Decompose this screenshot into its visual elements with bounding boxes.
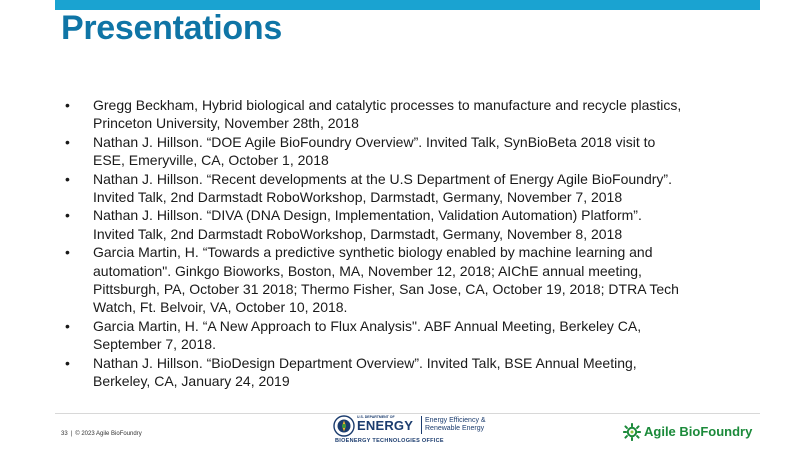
- agile-biofoundry-wordmark: Agile BioFoundry: [644, 424, 753, 439]
- doe-logo: [333, 414, 486, 448]
- bullet-list: [64, 96, 764, 391]
- bullet-line: Nathan J. Hillson. “BioDesign Department Overview”. Invited Talk, BSE Annual Meeting,: [93, 354, 637, 371]
- doe-eere-text: [425, 417, 495, 433]
- bullet-line: Gregg Beckham, Hybrid biological and catalytic processes to manufacture and recycle plastics,: [93, 97, 682, 113]
- bioenergy-office-text: BIOENERGY TECHNOLOGIES OFFICE: [335, 438, 444, 444]
- page-number: 33: [61, 431, 68, 437]
- agile-biofoundry-logo: [622, 422, 762, 444]
- bullet-item: [64, 317, 764, 354]
- bullet-line: Princeton University, November 28th, 2018: [93, 115, 359, 132]
- eere-line-1: Energy Efficiency &: [425, 417, 486, 424]
- bullet-line: Garcia Martin, H. “Towards a predictive synthetic biology enabled by machine learning and: [93, 244, 653, 261]
- doe-energy-wordmark: ENERGY: [357, 418, 414, 433]
- bullet-marker: •: [65, 207, 70, 224]
- bullet-item: [64, 243, 764, 317]
- bullet-marker: •: [65, 317, 70, 334]
- bullet-line: Nathan J. Hillson. “DIVA (DNA Design, Implementation, Validation Automation) Platform”.: [93, 207, 642, 224]
- bullet-line: ESE, Emeryville, CA, October 1, 2018: [93, 152, 329, 169]
- footer-separator: |: [70, 431, 73, 437]
- bullet-line: Berkeley, CA, January 24, 2019: [93, 373, 290, 390]
- bullet-marker: •: [65, 170, 70, 187]
- gear-icon: [622, 422, 642, 442]
- bullet-line: Nathan J. Hillson. “Recent developments at the U.S Department of Energy Agile BioFoundry”.: [93, 170, 672, 187]
- bullet-marker: •: [65, 354, 70, 371]
- bullet-line: Pittsburgh, PA, October 31 2018; Thermo Fisher, San Jose, CA, October 19, 2018; DTRA Tech: [93, 281, 679, 298]
- eere-line-2: Renewable Energy: [425, 425, 485, 432]
- bullet-item: [64, 206, 764, 243]
- bullet-line: Nathan J. Hillson. “DOE Agile BioFoundry Overview”. Invited Talk, SynBioBeta 2018 visit to: [93, 133, 656, 150]
- copyright-text: © 2023 Agile BioFoundry: [75, 431, 142, 437]
- bullet-line: Invited Talk, 2nd Darmstadt RoboWorkshop, Darmstadt, Germany, November 8, 2018: [93, 225, 623, 242]
- bullet-item: [64, 96, 764, 133]
- bullet-item: [64, 354, 764, 391]
- doe-seal-icon: [333, 415, 355, 437]
- doe-logo-divider: [421, 416, 422, 434]
- bullet-marker: •: [65, 133, 70, 150]
- bullet-line: September 7, 2018.: [93, 336, 216, 353]
- bullet-item: [64, 170, 764, 207]
- bullet-line: Watch, Ft. Belvoir, VA, October 10, 2018.: [93, 299, 348, 316]
- bullet-line: automation". Ginkgo Bioworks, Boston, MA, November 12, 2018; AIChE annual meeting,: [93, 262, 642, 279]
- bullet-item: [64, 133, 764, 170]
- doe-small-text: U.S. DEPARTMENT OF: [357, 415, 395, 419]
- bullet-marker: •: [65, 244, 70, 261]
- bullet-line: Invited Talk, 2nd Darmstadt RoboWorkshop, Darmstadt, Germany, November 7, 2018: [93, 189, 623, 206]
- bullet-marker: •: [65, 97, 70, 113]
- footer-left: [61, 431, 142, 437]
- slide-title: Presentations: [61, 9, 282, 47]
- bullet-line: Garcia Martin, H. “A New Approach to Flux Analysis". ABF Annual Meeting, Berkeley CA,: [93, 317, 642, 334]
